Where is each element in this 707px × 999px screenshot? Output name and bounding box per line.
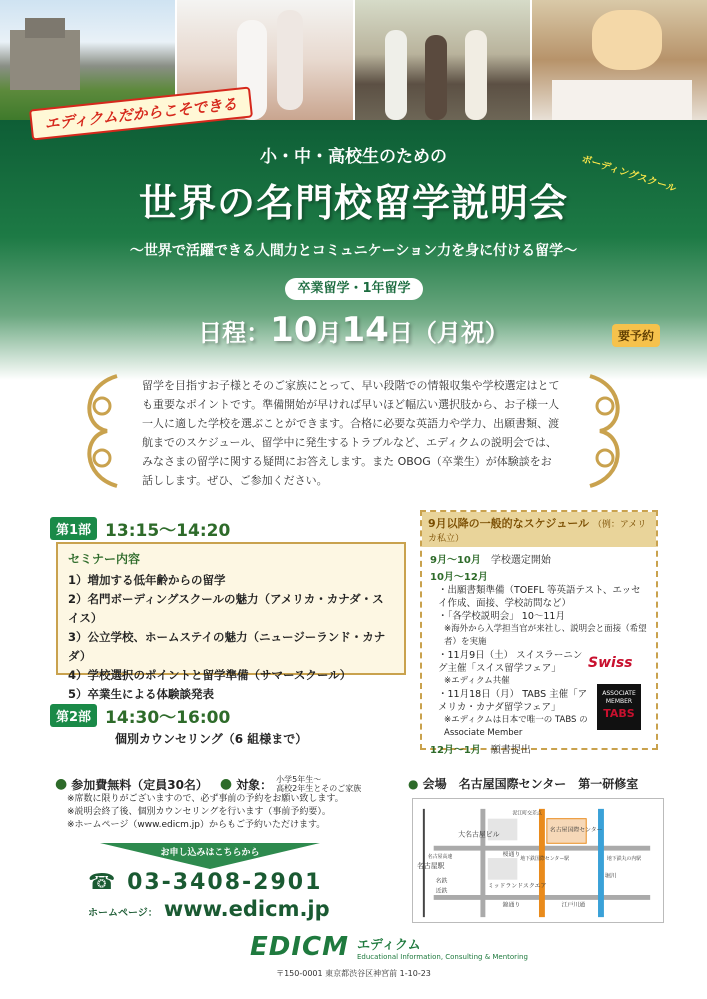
schedule-header [422,512,656,547]
homepage-label: ホームページ： [88,908,158,919]
part2-time: 14:30〜16:00 [105,708,231,728]
schedule-month [430,744,648,757]
schedule-box [420,510,658,756]
photo-students-walking [355,0,532,120]
map-label: 泥江町交差点 [512,810,542,817]
map-label: 地下鉄丸の内駅 [606,856,642,863]
map-label: 大名古屋ビル [458,830,500,839]
counseling-text: 個別カウンセリング（6 組様まで） [115,732,308,746]
bullet-icon: ● [408,777,419,791]
title-ruby: ボーディングスクール [580,153,678,195]
map-label: 名古屋駅 [416,861,445,870]
logo-sub: Educational Information, Consulting & Mentoring [356,952,528,961]
map-label: ミッドランドスクエア [487,883,547,890]
ornament-right-icon [575,366,645,496]
part1-time: 13:15〜14:20 [105,521,231,541]
page-title: 世界の名門校留学説明会 [138,181,568,225]
company-address: 〒150-0001 東京都渋谷区神宮前 1-10-23 [276,969,431,978]
date-month: 10 [270,310,318,350]
ornament-left-icon [62,366,132,496]
fee-row [55,775,395,793]
event-date [0,310,707,350]
venue-label [408,775,638,792]
map-label: 名古屋高速 [427,854,453,861]
note-line: ※説明会終了後、個別カウンセリングを行います（事前予約要）。 [67,807,331,817]
schedule-item-note: ※エディクムは日本で唯一の TABS の Associate Member [444,715,588,738]
month-text: 願書提出 [490,745,531,756]
seminar-item: 2）名門ボーディングスクールの魅力（アメリカ・カナダ・スイス） [68,592,384,625]
schedule-item: ・11月18日（月） TABS 主催「アメリカ・カナダ留学フェア」 [438,689,588,713]
photo-student-studying [532,0,707,120]
seminar-item: 4）学校選択のポイントと留学準備（サマースクール） [68,668,352,682]
program-pill: 卒業留学・1年留学 [285,278,423,300]
map-label: 地下鉄国際センター駅 [520,856,570,863]
fee-text: 参加費無料（定員30名） [71,777,208,792]
schedule-item: ・「各学校説明会」 10〜11月 [438,611,565,622]
date-month-unit: 月 [317,319,342,347]
schedule-note: （例：アメリカ私立） [428,520,647,544]
bullet-icon: ● [55,776,68,792]
subtitle: 小・中・高校生のための [260,147,447,167]
map-label: 堀川 [604,873,617,880]
apply-label: お申し込みはこちらから [160,848,260,858]
target-line: 高校2年生とそのご家族 [276,784,362,793]
note-line: ※ホームページ（www.edicm.jp）からもご予約いただけます。 [67,820,326,830]
reservation-badge: 要予約 [612,324,660,347]
venue-text: 会場 名古屋国際センター 第一研修室 [422,777,639,791]
seminar-box [56,542,406,701]
intro-text: 留学を目指すお子様とそのご家族にとって、早い段階での情報収集や学校選定はとても重要なポイントです。準備開始が早ければ早いほど幅広い選択肢から、お子様一人一人に適した学校を選ぶことができます。合格に必要な英語力や学力、出願書類、渡航までのスケジュール、留学中に発生するトラブルなど、エディクムの説明会では、みなさまの留学に関する疑問にお答えします。また OBOG（卒業生）が体験談をお話しします。ぜひ、ご参加ください。 [142,379,560,487]
schedule-title: 9月以降の一般的なスケジュール [428,517,589,530]
phone-number[interactable]: ☎ 03-3408-2901 [88,870,323,895]
homepage-link[interactable]: www.edicm.jp [163,897,330,921]
map-label: 桜通り [502,852,521,859]
target-label: 対象： [236,777,273,792]
info-block [55,775,395,832]
map-label: 名鉄 [435,878,448,885]
logo-name: エディクム [356,937,421,953]
month-label: 9月〜10月 [430,555,481,566]
schedule-month: 10月〜12月 [430,572,488,583]
month-label: 12月〜1月 [430,745,481,756]
seminar-item: 3）公立学校、ホームステイの魅力（ニュージーランド・カナダ） [68,630,386,663]
part1-badge: 第1部 [50,517,97,540]
tabs-wordmark: TABS [603,707,635,720]
month-text: 学校選定開始 [490,555,551,566]
schedule-item: ・出願書類準備（TOEFL 等英語テスト、エッセイ作成、面接、学校訪問など） [438,585,641,609]
homepage-row [88,897,330,921]
map-label: 名古屋国際センター [549,827,603,834]
map-label: 江戸川通 [561,902,586,909]
map-label: 近鉄 [435,888,448,895]
tagline-sub: 〜世界で活躍できる人間力とコミュニケーション力を身に付ける留学〜 [129,243,578,259]
part2-badge: 第2部 [50,704,97,727]
part2-header [50,703,230,728]
schedule-item-note: ※エディクム共催 [444,676,510,686]
logo-mark: EDICM [250,932,349,962]
schedule-month [430,554,648,567]
venue-map [412,798,664,923]
schedule-item-note: ※海外から入学担当官が来社し、説明会と面接（希望者）を実施 [444,624,647,647]
tabs-logo [597,684,641,730]
building [488,858,518,880]
date-day-unit: 日 [388,319,413,347]
seminar-title: セミナー内容 [68,552,141,566]
target-text [276,775,361,793]
seminar-item: 5）卒業生による体験談発表 [68,687,215,701]
date-day: 14 [341,310,389,350]
note-line: ※席数に限りがございますので、必ず事前の予約をお願い致します。 [67,794,344,804]
tabs-line: MEMBER [605,698,633,705]
company-logo [250,932,528,962]
swiss-learning-logo: Swiss [588,655,633,671]
target-line: 小学5年生〜 [276,775,322,784]
logo-text [357,934,528,961]
date-prefix: 日程： [198,319,271,347]
seminar-item: 1）増加する低年齢からの留学 [68,573,226,587]
bullet-icon: ● [219,776,233,792]
schedule-item: ・11月9日（土） スイスラーニング主催「スイス留学フェア」 [438,650,583,674]
tagline-badge: エディクムだからこそできる [29,87,253,141]
tabs-line: ASSOCIATE [602,690,636,697]
date-suffix: （月祝） [412,319,509,347]
map-label: 錦通り [502,902,521,909]
part1-header [50,516,230,541]
